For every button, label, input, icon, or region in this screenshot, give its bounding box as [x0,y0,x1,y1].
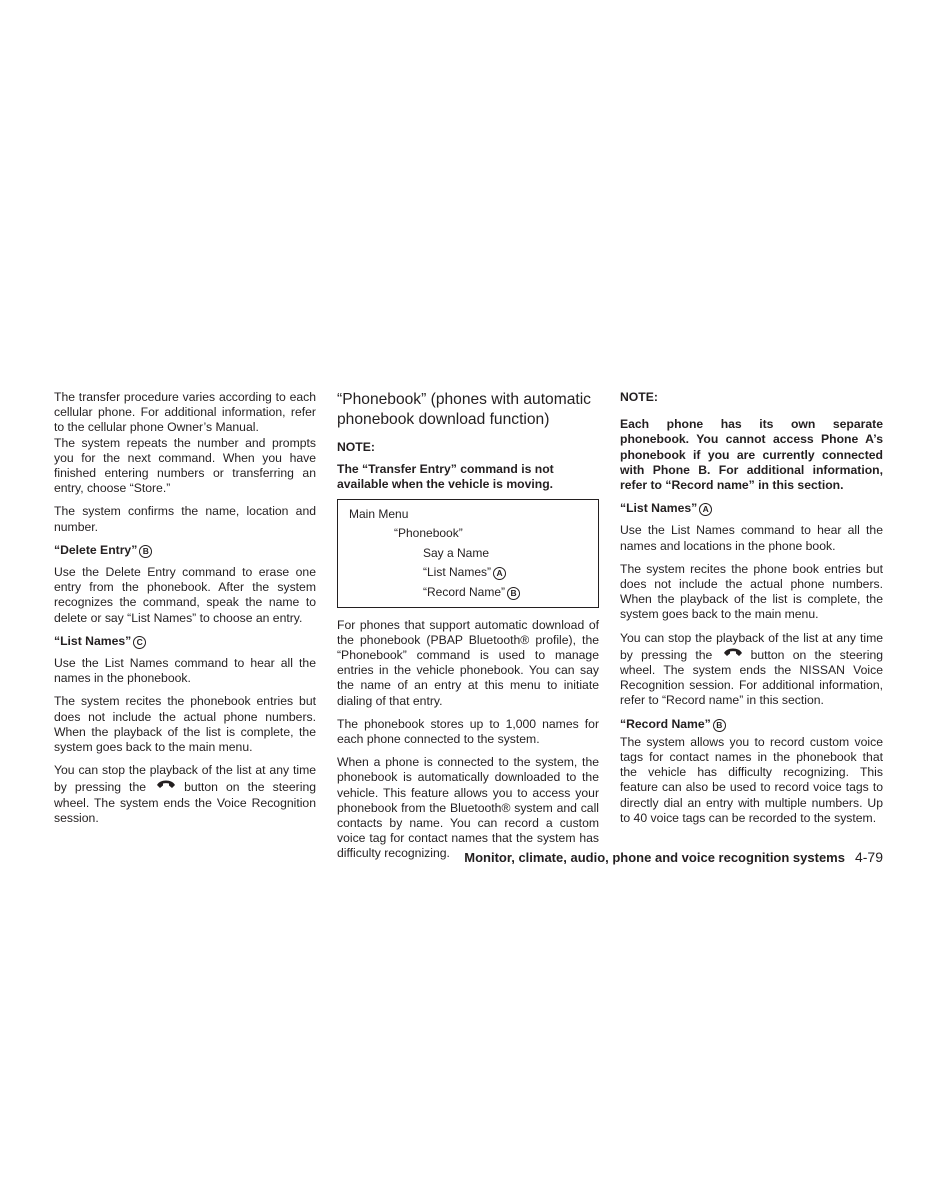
paragraph: Use the List Names command to hear all the names and locations in the phone book. [620,523,883,553]
heading-text: “Record Name” [620,716,711,731]
note-label: NOTE: [620,390,658,404]
menu-item-list-names [349,563,598,583]
paragraph: The system recites the phonebook entries but does not include the actual phone numbers. When the playback of the list is complete, the system goes back to the main menu. [54,694,316,755]
menu-root: Main Menu [349,506,409,521]
text-span: button on the steering wheel. The system ends the Voice Recognition session. [54,780,317,825]
callout-badge: A [493,567,506,580]
column-1 [54,390,316,834]
heading-delete-entry [54,543,316,558]
heading-text: “List Names” [620,501,698,516]
callout-badge: A [699,503,712,516]
heading-text: “List Names” [54,633,132,648]
paragraph: When a phone is connected to the system, the phonebook is automatically downloaded to the vehicle. This feature allows you to access your phonebook from the Bluetooth® system and call contacts by name. You can record a custom voice tag for contact names that the system has difficulty recognizing. [337,755,599,861]
phone-hangup-icon [156,778,176,790]
column-3 [620,390,883,834]
menu-item-say-a-name: Say a Name [423,545,490,560]
menu-tree-box [337,499,599,608]
page-footer [438,849,883,866]
paragraph: The transfer procedure varies according to each cellular phone. For additional information, refer to the cellular phone Owner’s Manual. [54,390,316,435]
section-title: “Phonebook” (phones with automatic phonebook download function) [337,391,591,428]
column-2 [337,390,599,870]
callout-badge: B [507,587,520,600]
paragraph: The system confirms the name, location and number. [54,504,316,534]
menu-item-record-name [349,583,598,603]
note-text: Each phone has its own separate phonebook. You cannot access Phone A’s phonebook if you are currently connected with Phone B. For additional information, refer to “Record name” in this section. [620,417,883,493]
paragraph: Use the Delete Entry command to erase one entry from the phonebook. After the system recognizes the command, speak the name to delete or say “List Names” to choose an entry. [54,565,316,625]
paragraph-phone-button [54,763,316,826]
paragraph: The phonebook stores up to 1,000 names for each phone connected to the system. [337,716,599,746]
text-span: button on the steering wheel. The system ends the NISSAN Voice Recognition session. For additional information, refer to “Record name” in this section. [620,647,884,708]
paragraph: Use the List Names command to hear all the names in the phonebook. [54,656,316,686]
heading-record-name [620,717,883,732]
heading-list-names [620,501,883,516]
page-number: 4-79 [854,849,883,865]
callout-badge: C [133,636,146,649]
paragraph: The system recites the phone book entries but does not include the actual phone numbers. When the playback of the list is complete, the system goes back to the main menu. [620,561,883,622]
text-span: You can stop the playback of the list at any time by pressing the [620,630,883,662]
phone-hangup-icon [723,646,743,658]
callout-badge: B [139,545,152,558]
menu-level-phonebook: “Phonebook” [394,526,463,541]
footer-section-title: Monitor, climate, audio, phone and voice recognition systems [464,850,845,865]
menu-item-label: “List Names” [423,565,492,580]
text-span: You can stop the playback of the list at any time by pressing the [54,763,316,795]
note-label: NOTE: [337,440,375,454]
heading-text: “Delete Entry” [54,542,138,557]
menu-item-label: “Record Name” [423,584,506,599]
note-text: The “Transfer Entry” command is not available when the vehicle is moving. [337,462,554,492]
paragraph: The system repeats the number and prompts you for the next command. When you have finished entering numbers or transferring an entry, choose “Store.” [54,435,316,496]
heading-list-names [54,634,316,649]
callout-badge: B [713,719,726,732]
paragraph-phone-button [620,631,883,709]
paragraph: The system allows you to record custom voice tags for contact names in the phonebook that the vehicle has difficulty recognizing. This feature can also be used to record voice tags to directly dial an entry with multiple numbers. Up to 40 voice tags can be recorded to the system. [620,734,883,825]
paragraph: For phones that support automatic download of the phonebook (PBAP Bluetooth® profile), the “Phonebook” command is used to manage entries in the vehicle phonebook. You can say the name of an entry at this menu to initiate dialing of that entry. [337,617,599,708]
